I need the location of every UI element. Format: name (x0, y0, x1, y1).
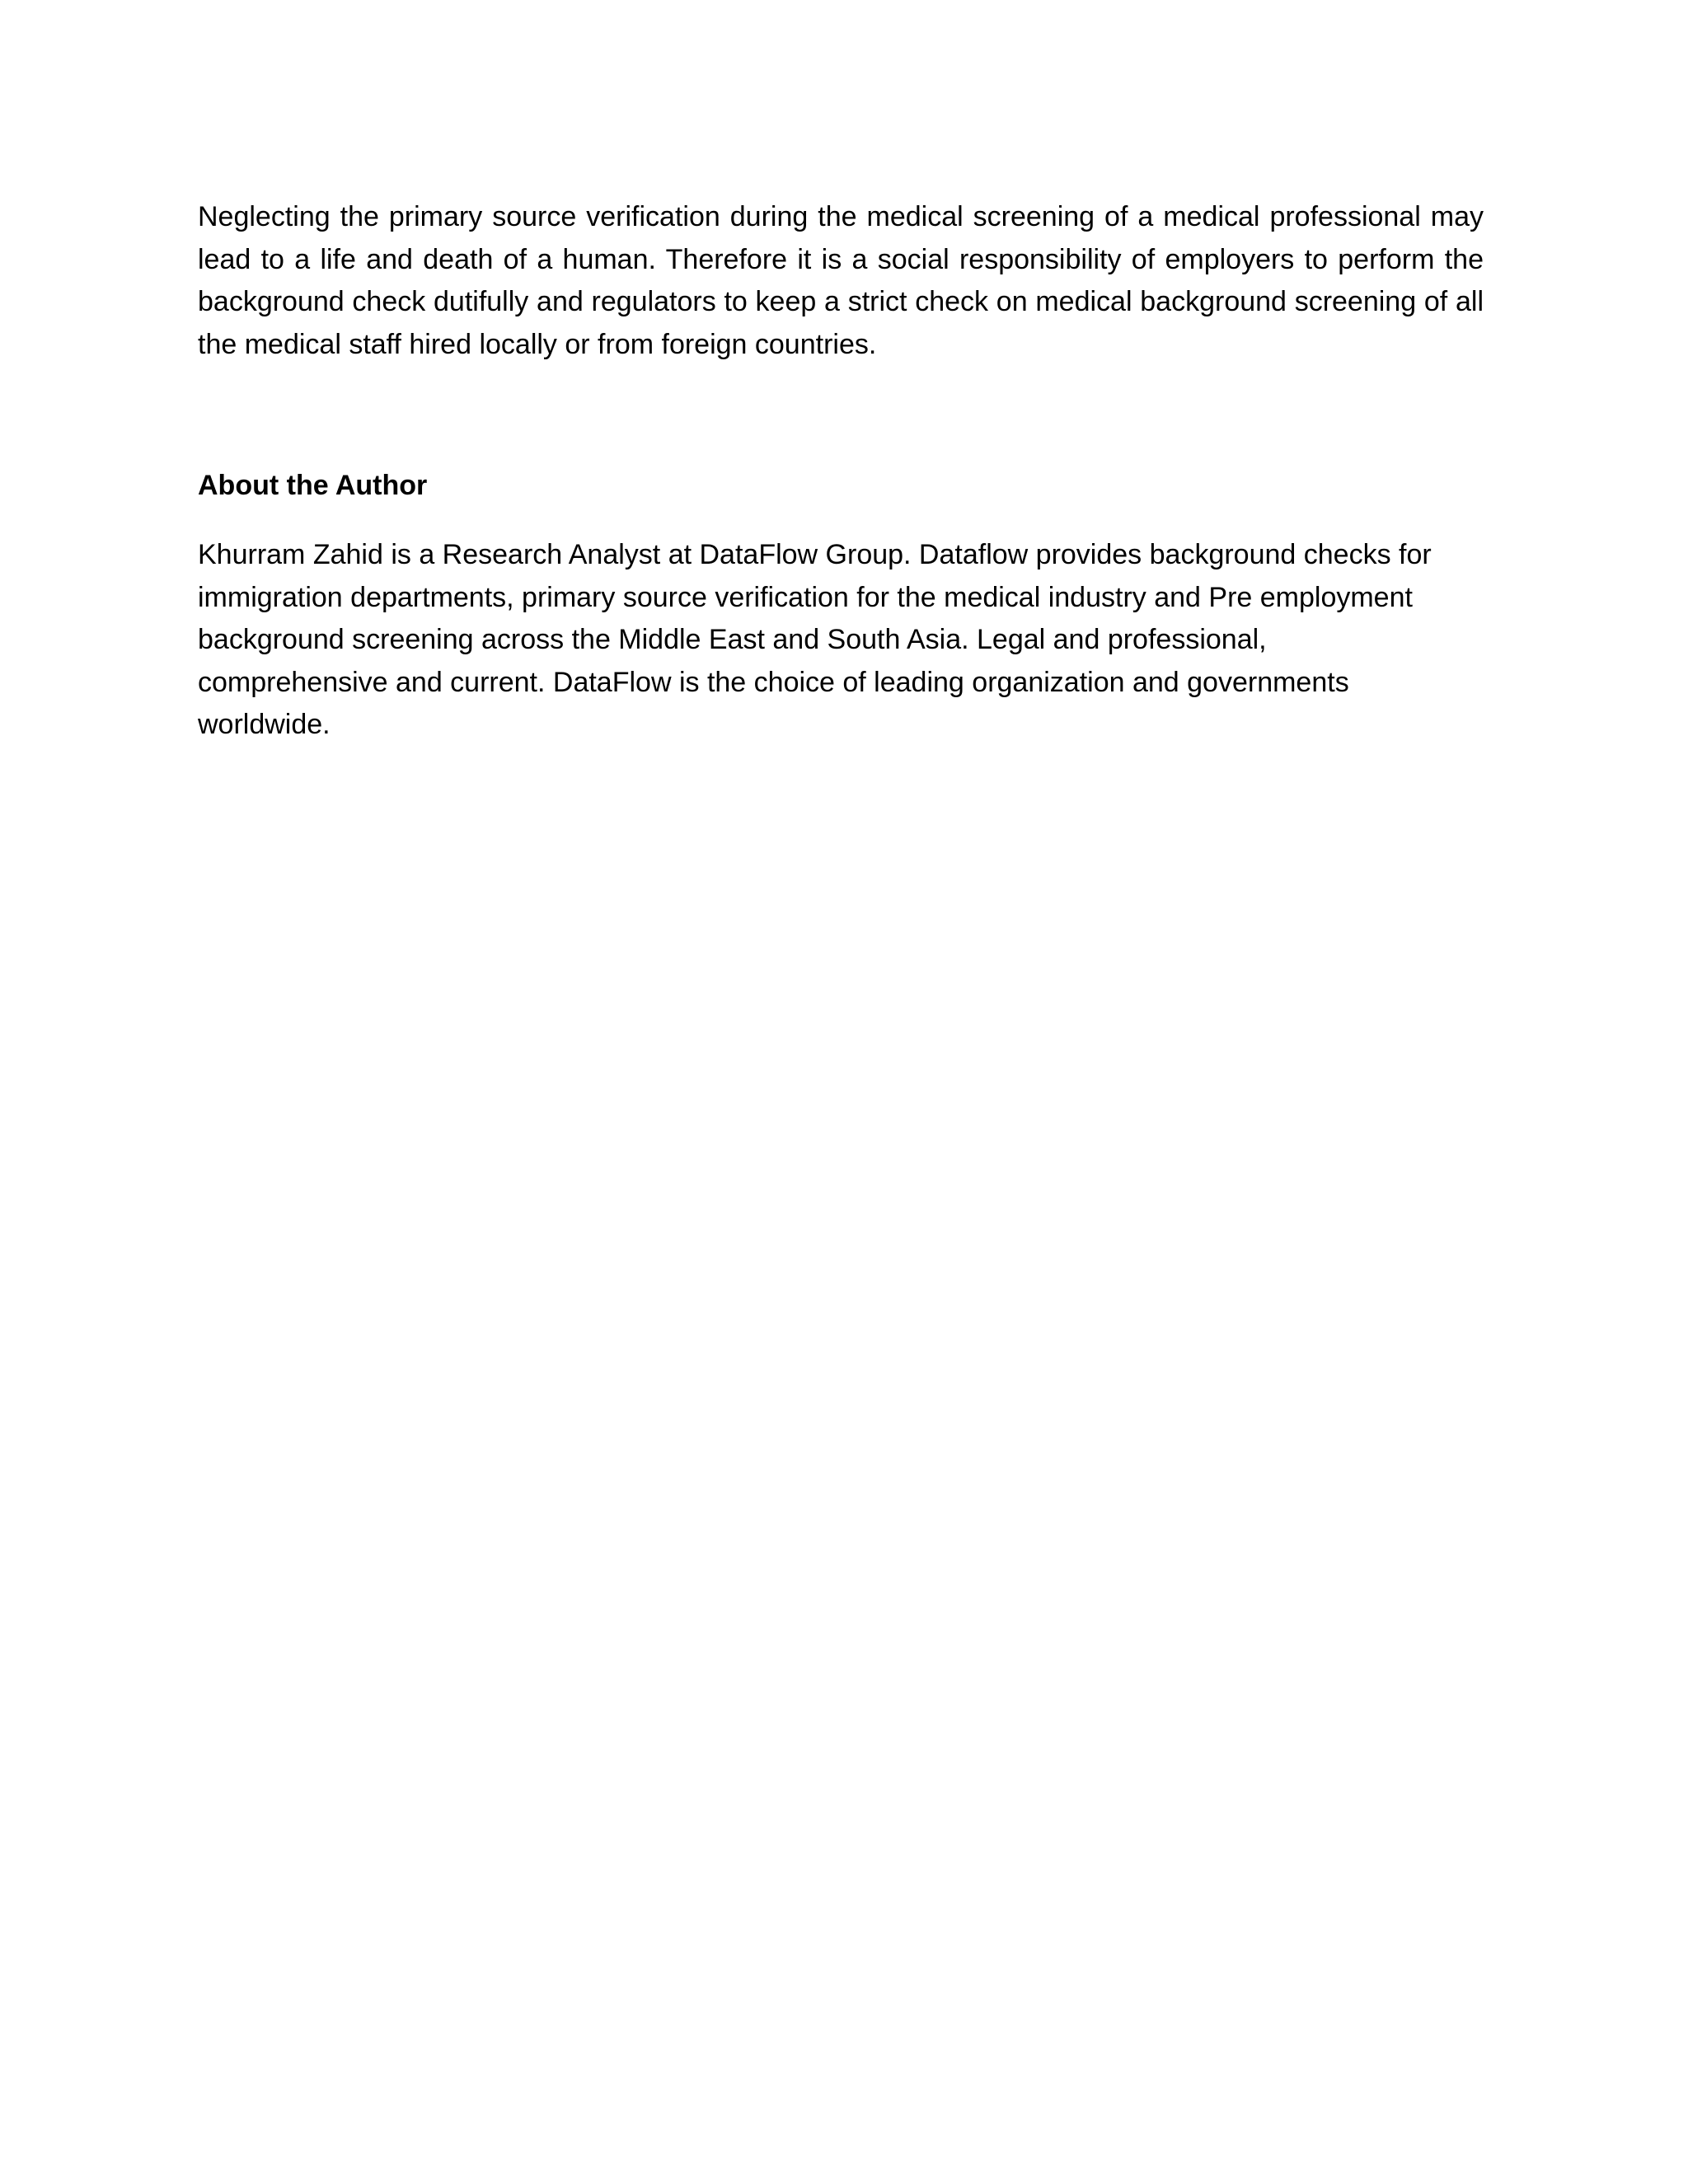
about-author-heading: About the Author (198, 470, 428, 501)
intro-paragraph: Neglecting the primary source verification during the medical screening of a medical professional may lead to a life and death of a human. Therefore it is a social responsibility of employers to perform the background check dutifully and regulators to keep a strict check on medical background screening of all the medical staff hired locally or from foreign countries. (198, 201, 1484, 360)
about-author-paragraph: Khurram Zahid is a Research Analyst at DataFlow Group. Dataflow provides background checks for immigration departments, primary source verification for the medical industry and Pre employment background screening across the Middle East and South Asia. Legal and professional, comprehensive and current. DataFlow is the choice of leading organization and governments worldwide. (198, 539, 1432, 740)
page-content (198, 196, 1484, 740)
